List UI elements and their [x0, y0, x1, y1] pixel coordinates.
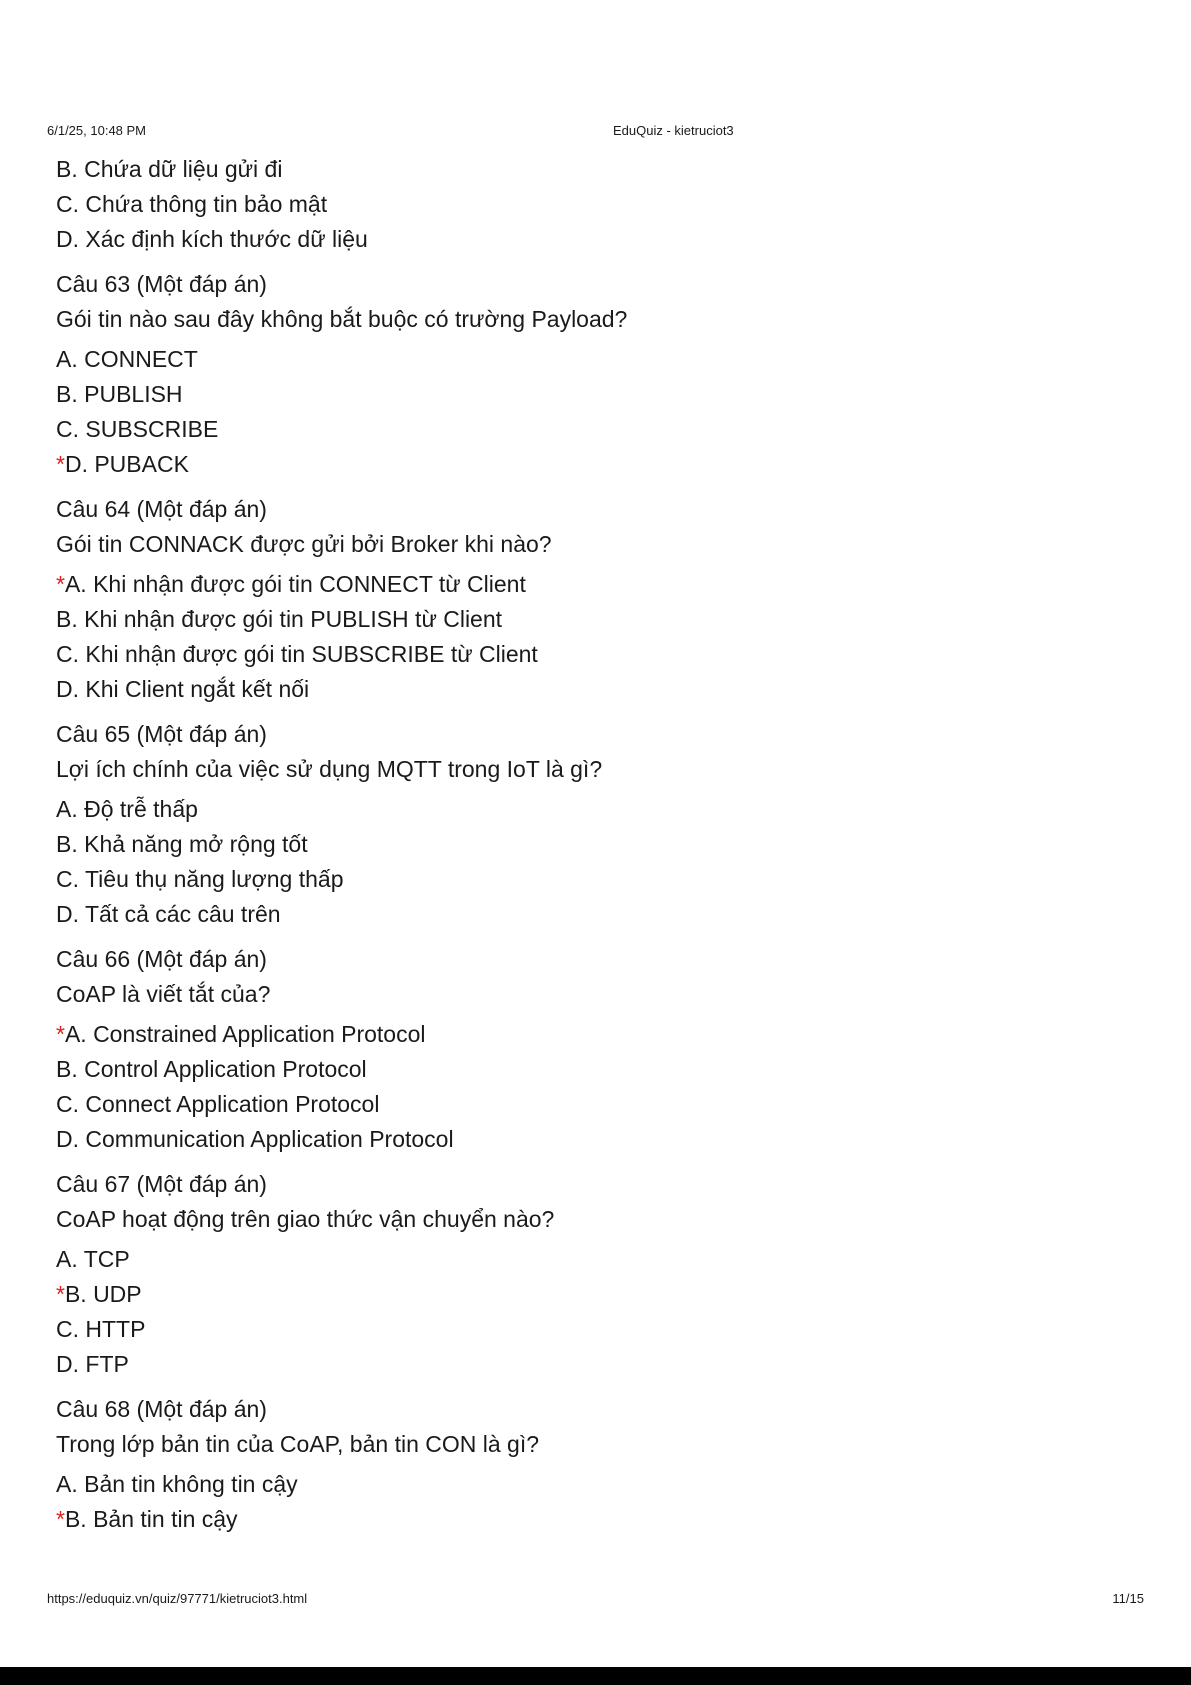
answer-option-text: C. Tiêu thụ năng lượng thấp	[56, 866, 344, 892]
answer-option-text: D. Communication Application Protocol	[56, 1126, 454, 1152]
answer-option-text: C. Khi nhận được gói tin SUBSCRIBE từ Client	[56, 641, 538, 667]
answer-option-text: D. FTP	[56, 1351, 129, 1377]
answer-option-text: B. PUBLISH	[56, 381, 183, 407]
correct-answer-marker: *	[56, 571, 65, 597]
answer-option	[56, 637, 1056, 672]
question-heading: Câu 65 (Một đáp án)	[56, 721, 267, 747]
question-text: CoAP là viết tắt của?	[56, 981, 271, 1007]
question-heading: Câu 64 (Một đáp án)	[56, 496, 267, 522]
question-heading: Câu 63 (Một đáp án)	[56, 271, 267, 297]
answer-option	[56, 1052, 1056, 1087]
page-footer	[47, 1591, 1144, 1607]
answer-option: D. Xác định kích thước dữ liệu	[56, 226, 368, 252]
question-heading: Câu 67 (Một đáp án)	[56, 1171, 267, 1197]
answer-option	[56, 792, 1056, 827]
answer-option	[56, 412, 1056, 447]
answer-option-text: D. Khi Client ngắt kết nối	[56, 676, 310, 702]
answer-option	[56, 1312, 1056, 1347]
print-date: 6/1/25, 10:48 PM	[47, 123, 147, 138]
correct-answer-marker: *	[56, 451, 65, 477]
correct-answer-marker: *	[56, 1021, 65, 1047]
page-title: EduQuiz - kietruciot3	[613, 123, 734, 138]
answer-option	[56, 1347, 1056, 1382]
answer-option-text: B. Bản tin tin cậy	[64, 1506, 238, 1532]
correct-answer-marker: *	[56, 1506, 65, 1532]
answer-option	[56, 1277, 1056, 1312]
answer-option-text: A. Khi nhận được gói tin CONNECT từ Client	[64, 571, 526, 597]
correct-answer-marker: *	[56, 1281, 65, 1307]
question-heading: Câu 66 (Một đáp án)	[56, 946, 267, 972]
question-block	[56, 1167, 1056, 1382]
answer-option-text: A. TCP	[56, 1246, 130, 1272]
question-heading: Câu 68 (Một đáp án)	[56, 1396, 267, 1422]
answer-option	[56, 1017, 1056, 1052]
answer-option-text: C. SUBSCRIBE	[56, 416, 219, 442]
answer-option	[56, 827, 1056, 862]
answer-option	[56, 1242, 1056, 1277]
question-block	[56, 942, 1056, 1157]
answer-option	[56, 342, 1056, 377]
answer-option-text: C. HTTP	[56, 1316, 146, 1342]
question-text: Lợi ích chính của việc sử dụng MQTT trong IoT là gì?	[56, 756, 603, 782]
page-number: 11/15	[1112, 1591, 1144, 1606]
question-text: CoAP hoạt động trên giao thức vận chuyển nào?	[56, 1206, 555, 1232]
answer-option	[56, 897, 1056, 932]
question-list	[56, 267, 1056, 1537]
question-block	[56, 717, 1056, 932]
question-text: Gói tin nào sau đây không bắt buộc có trường Payload?	[56, 306, 628, 332]
answer-option	[56, 447, 1056, 482]
question-block	[56, 492, 1056, 707]
answer-option	[56, 377, 1056, 412]
answer-option: B. Chứa dữ liệu gửi đi	[56, 156, 283, 182]
question-text: Trong lớp bản tin của CoAP, bản tin CON là gì?	[56, 1431, 540, 1457]
question-block	[56, 1392, 1056, 1537]
answer-option-text: A. CONNECT	[56, 346, 198, 372]
answer-option-text: A. Bản tin không tin cậy	[56, 1471, 298, 1497]
answer-option-text: B. UDP	[64, 1281, 142, 1307]
answer-option	[56, 672, 1056, 707]
answer-option-text: A. Độ trễ thấp	[56, 796, 198, 822]
answer-option-text: B. Khi nhận được gói tin PUBLISH từ Client	[56, 606, 503, 632]
answer-option	[56, 1122, 1056, 1157]
question-block	[56, 267, 1056, 482]
answer-option-text: A. Constrained Application Protocol	[64, 1021, 426, 1047]
answer-option-text: D. Tất cả các câu trên	[56, 901, 281, 927]
answer-option	[56, 602, 1056, 637]
answer-option: C. Chứa thông tin bảo mật	[56, 191, 328, 217]
page-header	[47, 123, 1144, 139]
answer-option	[56, 1467, 1056, 1502]
answer-option-text: B. Control Application Protocol	[56, 1056, 367, 1082]
answer-option	[56, 1087, 1056, 1122]
answer-option	[56, 862, 1056, 897]
page-url: https://eduquiz.vn/quiz/97771/kietruciot3.html	[47, 1591, 308, 1606]
answer-option-text: C. Connect Application Protocol	[56, 1091, 380, 1117]
question-text: Gói tin CONNACK được gửi bởi Broker khi nào?	[56, 531, 552, 557]
answer-option	[56, 1502, 1056, 1537]
answer-option-text: B. Khả năng mở rộng tốt	[56, 831, 308, 857]
answer-option	[56, 567, 1056, 602]
quiz-content	[56, 152, 1056, 1537]
answer-option-text: D. PUBACK	[64, 451, 189, 477]
